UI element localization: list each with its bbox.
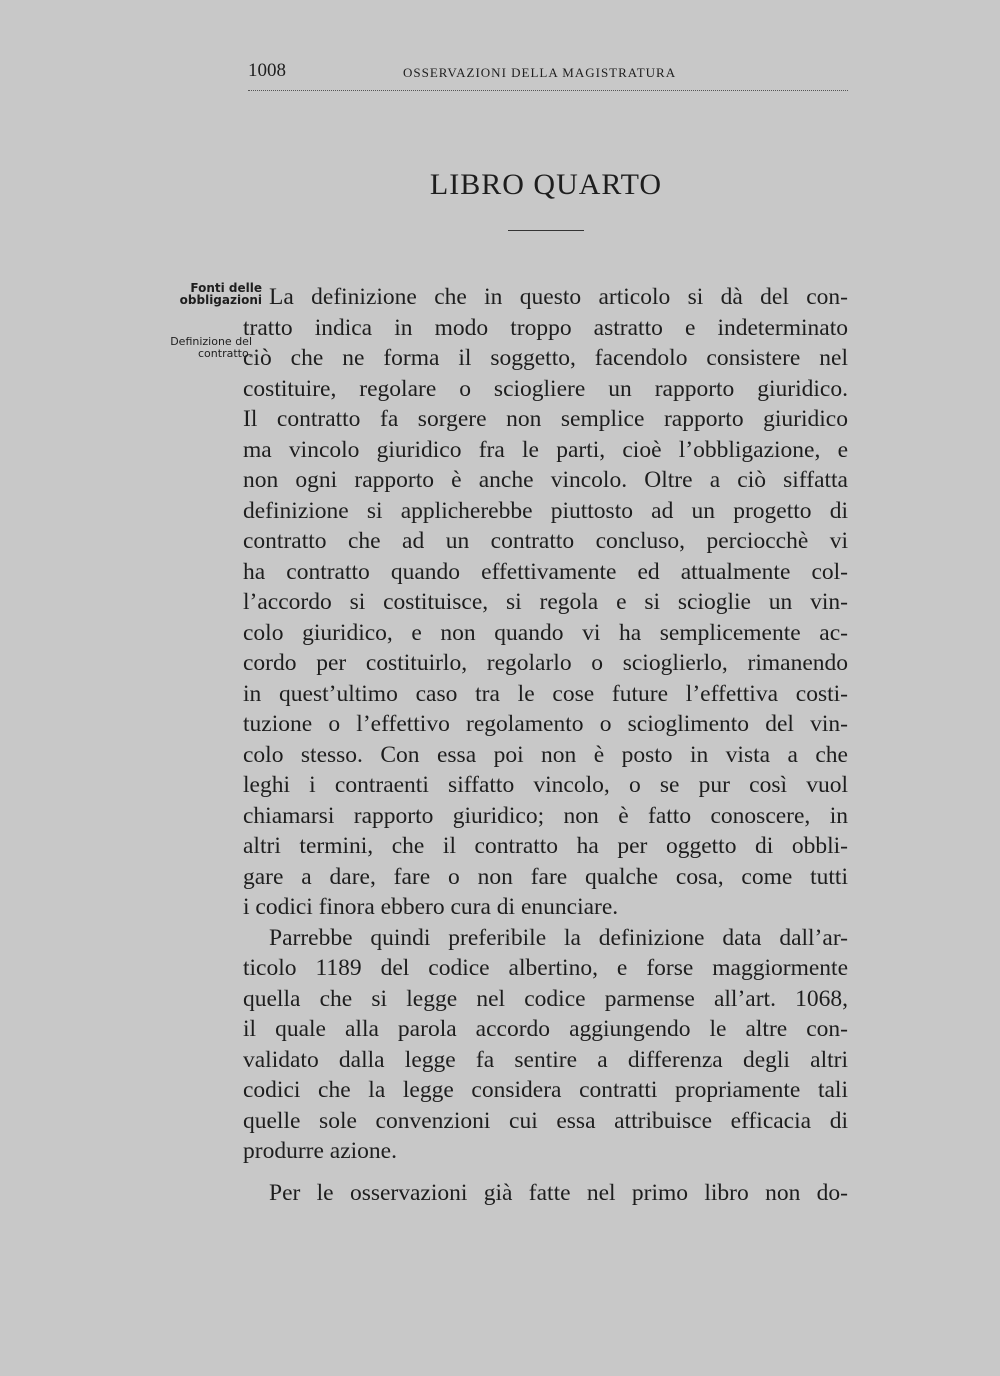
page-number: 1008 bbox=[248, 60, 286, 81]
text-line: contratto che ad un contratto concluso, perciocchè vi bbox=[243, 528, 848, 554]
margin-note-line: obbligazioni bbox=[179, 293, 262, 307]
text-line: colo giuridico, e non quando vi ha semplicemente ac- bbox=[243, 619, 848, 646]
text-line: Il contratto fa sorgere non semplice rapporto giuridico bbox=[243, 406, 848, 432]
page-header bbox=[248, 58, 848, 91]
text-line: gare a dare, fare o non fare qualche cosa, come tutti bbox=[243, 863, 848, 890]
book-title: LIBRO QUARTO bbox=[429, 168, 663, 201]
paragraph-gap bbox=[243, 1167, 848, 1178]
text-line: cordo per costituirlo, regolarlo o scioglierlo, rimanendo bbox=[243, 650, 848, 676]
text-line: chiamarsi rapporto giuridico; non è fatto conoscere, in bbox=[243, 802, 848, 829]
text-line: il quale alla parola accordo aggiungendo le altre con- bbox=[243, 1016, 848, 1042]
text-line: altri termini, che il contratto ha per oggetto di obbli- bbox=[243, 833, 848, 859]
text-line: codici che la legge considera contratti propriamente tali bbox=[243, 1077, 848, 1103]
text-line: definizione si applicherebbe piuttosto ad un progetto di bbox=[243, 497, 848, 524]
body-text bbox=[243, 282, 848, 1208]
margin-note-line: contratto. bbox=[198, 347, 252, 360]
text-line: costituire, regolare o sciogliere un rapporto giuridico. bbox=[243, 375, 848, 402]
text-line: quella che si legge nel codice parmense all’art. 1068, bbox=[243, 985, 848, 1012]
margin-note-definition bbox=[122, 336, 252, 360]
text-line: colo stesso. Con essa poi non è posto in vista a che bbox=[243, 741, 848, 768]
text-line: ha contratto quando effettivamente ed attualmente col- bbox=[243, 558, 848, 585]
text-line: validato dalla legge fa sentire a differenza degli altri bbox=[243, 1046, 848, 1073]
text-line: i codici finora ebbero cura di enunciare. bbox=[243, 894, 619, 920]
text-line: La definizione che in questo articolo si dà del con- bbox=[269, 284, 848, 310]
text-line: ticolo 1189 del codice albertino, e forse maggiormente bbox=[243, 955, 848, 981]
text-line: tratto indica in modo troppo astratto e indeterminato bbox=[243, 314, 848, 341]
text-line: ma vincolo giuridico fra le parti, cioè l’obbligazione, e bbox=[243, 436, 848, 463]
margin-note-sources bbox=[122, 282, 262, 306]
margin-note-line: Fonti delle bbox=[190, 281, 262, 295]
margin-note-line: Definizione del bbox=[170, 335, 252, 348]
text-line: in quest’ultimo caso tra le cose future l’effettiva costi- bbox=[243, 680, 848, 707]
running-head: OSSERVAZIONI DELLA MAGISTRATURA bbox=[403, 65, 677, 80]
text-line: Parrebbe quindi preferibile la definizione data dall’ar- bbox=[269, 924, 848, 951]
text-line: non ogni rapporto è anche vincolo. Oltre a ciò siffatta bbox=[243, 467, 848, 493]
text-line: l’accordo si costituisce, si regola e si scioglie un vin- bbox=[243, 589, 848, 615]
text-line: ciò che ne forma il soggetto, facendolo consistere nel bbox=[243, 345, 848, 371]
text-line: tuzione o l’effettivo regolamento o scioglimento del vin- bbox=[243, 711, 848, 737]
text-line: quelle sole convenzioni cui essa attribuisce efficacia di bbox=[243, 1107, 848, 1134]
text-line: leghi i contraenti siffatto vincolo, o se pur così vuol bbox=[243, 772, 848, 798]
text-line: produrre azione. bbox=[243, 1138, 397, 1164]
title-rule bbox=[508, 230, 584, 231]
text-line: Per le osservazioni già fatte nel primo libro non do- bbox=[269, 1179, 848, 1206]
